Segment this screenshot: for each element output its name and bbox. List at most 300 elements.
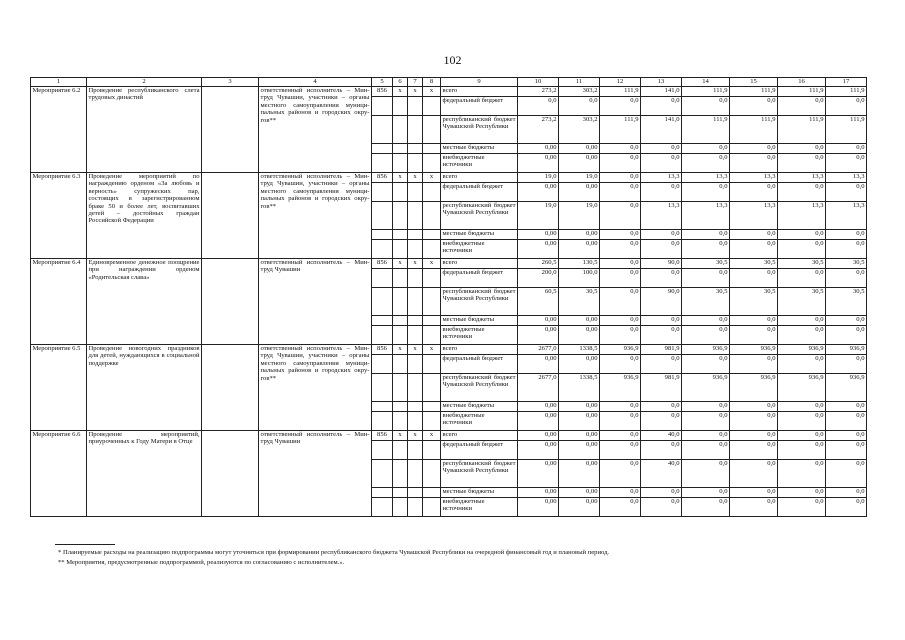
- amount-cell: 0,0: [730, 326, 778, 345]
- funding-source: всего: [441, 87, 518, 97]
- amount-cell: 0,0: [730, 431, 778, 441]
- footnote-rule: [55, 544, 115, 545]
- amount-cell: 0,0: [730, 498, 778, 517]
- amount-cell: 111,9: [682, 116, 730, 144]
- page-number: 102: [443, 53, 462, 67]
- budget-x1: x: [393, 431, 408, 441]
- budget-code: [372, 498, 393, 517]
- budget-x1: [393, 316, 408, 326]
- budget-code: [372, 269, 393, 288]
- budget-x2: [408, 144, 423, 154]
- measure-col3: [202, 173, 259, 259]
- amount-cell: 111,9: [730, 87, 778, 97]
- amount-cell: 19,0: [559, 173, 600, 183]
- amount-cell: 0,0: [682, 355, 730, 374]
- amount-cell: 111,9: [826, 87, 867, 97]
- amount-cell: 0,0: [600, 97, 641, 116]
- amount-cell: 0,0: [600, 202, 641, 230]
- amount-cell: 0,0: [778, 240, 826, 259]
- amount-cell: 936,9: [682, 345, 730, 355]
- amount-cell: 0,0: [778, 326, 826, 345]
- amount-cell: 19,0: [518, 202, 559, 230]
- budget-x1: [393, 240, 408, 259]
- amount-cell: 0,0: [641, 412, 682, 431]
- amount-cell: 0,0: [600, 259, 641, 269]
- budget-x1: [393, 488, 408, 498]
- amount-cell: 0,0: [778, 355, 826, 374]
- amount-cell: 0,0: [600, 230, 641, 240]
- amount-cell: 0,0: [826, 183, 867, 202]
- amount-cell: 0,0: [730, 240, 778, 259]
- funding-source: внебюджетные источники: [441, 240, 518, 259]
- amount-cell: 0,0: [826, 269, 867, 288]
- budget-x1: [393, 460, 408, 488]
- footnote-1: * Планируемые расходы на реализацию подпрограммы могут уточняться при формировании республиканского бюджета Чувашской Республики на очередной финансовый год и плановый период.: [58, 549, 610, 556]
- amount-cell: 0,0: [778, 144, 826, 154]
- amount-cell: 0,0: [641, 316, 682, 326]
- amount-cell: 0,0: [730, 355, 778, 374]
- measure-col3: [202, 431, 259, 517]
- amount-cell: 0,0: [682, 230, 730, 240]
- budget-x3: [423, 202, 441, 230]
- amount-cell: 936,9: [730, 345, 778, 355]
- amount-cell: 0,0: [826, 355, 867, 374]
- amount-cell: 936,9: [600, 374, 641, 402]
- amount-cell: 273,2: [518, 87, 559, 97]
- table-row: [31, 87, 867, 97]
- funding-source: внебюджетные источники: [441, 412, 518, 431]
- amount-cell: 0,0: [730, 144, 778, 154]
- amount-cell: 0,0: [826, 154, 867, 173]
- amount-cell: 200,0: [518, 269, 559, 288]
- column-number-cell: 5: [372, 78, 393, 87]
- amount-cell: 0,0: [600, 402, 641, 412]
- amount-cell: 0,0: [600, 173, 641, 183]
- budget-code: [372, 374, 393, 402]
- amount-cell: 936,9: [778, 345, 826, 355]
- amount-cell: 0,0: [641, 230, 682, 240]
- amount-cell: 0,0: [641, 269, 682, 288]
- amount-cell: 13,3: [730, 173, 778, 183]
- amount-cell: 0,0: [682, 431, 730, 441]
- amount-cell: 0,0: [682, 183, 730, 202]
- amount-cell: 0,00: [559, 144, 600, 154]
- column-number-cell: 14: [682, 78, 730, 87]
- amount-cell: 111,9: [778, 116, 826, 144]
- amount-cell: 0,0: [778, 460, 826, 488]
- amount-cell: 0,0: [682, 316, 730, 326]
- amount-cell: 981,9: [641, 374, 682, 402]
- budget-x1: [393, 498, 408, 517]
- budget-code: [372, 460, 393, 488]
- budget-x2: [408, 288, 423, 316]
- amount-cell: 0,00: [559, 412, 600, 431]
- budget-x1: [393, 374, 408, 402]
- budget-x2: [408, 498, 423, 517]
- funding-source: местные бюджеты: [441, 316, 518, 326]
- amount-cell: 0,0: [518, 97, 559, 116]
- amount-cell: 0,00: [559, 488, 600, 498]
- budget-x1: [393, 144, 408, 154]
- budget-code: [372, 316, 393, 326]
- measure-name: Проведение мероприятий, приуроченных к Году Матери в Отце: [87, 431, 202, 517]
- budget-x2: [408, 488, 423, 498]
- amount-cell: 0,0: [778, 402, 826, 412]
- amount-cell: 0,0: [682, 498, 730, 517]
- amount-cell: 0,0: [641, 144, 682, 154]
- budget-x2: x: [408, 345, 423, 355]
- amount-cell: 0,00: [518, 230, 559, 240]
- amount-cell: 0,0: [826, 316, 867, 326]
- amount-cell: 0,00: [518, 402, 559, 412]
- budget-x2: [408, 116, 423, 144]
- amount-cell: 0,0: [778, 441, 826, 460]
- budget-code: [372, 326, 393, 345]
- amount-cell: 0,0: [641, 498, 682, 517]
- amount-cell: 0,0: [641, 154, 682, 173]
- amount-cell: 260,5: [518, 259, 559, 269]
- measure-name: Проведение республиканского слета трудовых династий: [87, 87, 202, 173]
- budget-code: [372, 183, 393, 202]
- amount-cell: 0,0: [826, 97, 867, 116]
- amount-cell: 0,0: [641, 355, 682, 374]
- column-number-cell: 12: [600, 78, 641, 87]
- amount-cell: 13,3: [682, 202, 730, 230]
- budget-code: [372, 202, 393, 230]
- amount-cell: 13,3: [778, 173, 826, 183]
- amount-cell: 30,5: [559, 288, 600, 316]
- amount-cell: 0,0: [826, 488, 867, 498]
- amount-cell: 0,0: [826, 441, 867, 460]
- table-row: [31, 345, 867, 355]
- budget-x3: [423, 498, 441, 517]
- budget-code: 856: [372, 173, 393, 183]
- budget-x1: x: [393, 173, 408, 183]
- funding-source: местные бюджеты: [441, 402, 518, 412]
- amount-cell: 0,0: [730, 488, 778, 498]
- budget-x1: [393, 402, 408, 412]
- measure-executor: ответственный исполнитель – Минтруд Чувашии: [259, 431, 372, 517]
- amount-cell: 0,0: [600, 154, 641, 173]
- amount-cell: 0,00: [559, 240, 600, 259]
- amount-cell: 13,3: [826, 173, 867, 183]
- measure-executor: ответственный исполнитель – Минтруд Чувашии, участники – органы местного самоуправления муниципальных районов и городских округов**: [259, 345, 372, 431]
- amount-cell: 0,0: [730, 441, 778, 460]
- amount-cell: 2677,0: [518, 374, 559, 402]
- amount-cell: 0,0: [730, 412, 778, 431]
- budget-x3: [423, 488, 441, 498]
- budget-x1: [393, 116, 408, 144]
- budget-code: [372, 402, 393, 412]
- budget-x2: [408, 326, 423, 345]
- budget-x3: [423, 316, 441, 326]
- funding-source: республиканский бюджет Чувашской Республики: [441, 116, 518, 144]
- budget-x3: [423, 240, 441, 259]
- amount-cell: 0,00: [518, 240, 559, 259]
- amount-cell: 30,5: [682, 288, 730, 316]
- amount-cell: 0,00: [518, 488, 559, 498]
- budget-code: [372, 355, 393, 374]
- amount-cell: 0,0: [730, 97, 778, 116]
- amount-cell: 0,00: [559, 498, 600, 517]
- amount-cell: 111,9: [600, 87, 641, 97]
- amount-cell: 936,9: [682, 374, 730, 402]
- amount-cell: 0,00: [518, 154, 559, 173]
- amount-cell: 936,9: [778, 374, 826, 402]
- amount-cell: 0,0: [778, 488, 826, 498]
- amount-cell: 30,5: [682, 259, 730, 269]
- budget-x2: [408, 355, 423, 374]
- amount-cell: 0,0: [682, 154, 730, 173]
- amount-cell: 60,5: [518, 288, 559, 316]
- amount-cell: 40,0: [641, 460, 682, 488]
- funding-source: всего: [441, 259, 518, 269]
- amount-cell: 30,5: [778, 288, 826, 316]
- amount-cell: 936,9: [600, 345, 641, 355]
- budget-x3: [423, 460, 441, 488]
- budget-code: [372, 154, 393, 173]
- budget-x1: x: [393, 259, 408, 269]
- amount-cell: 0,0: [600, 183, 641, 202]
- amount-cell: 0,0: [600, 460, 641, 488]
- budget-x2: x: [408, 259, 423, 269]
- column-number-cell: 16: [778, 78, 826, 87]
- budget-x3: [423, 326, 441, 345]
- budget-code: [372, 488, 393, 498]
- amount-cell: 90,0: [641, 259, 682, 269]
- funding-source: местные бюджеты: [441, 230, 518, 240]
- budget-x2: [408, 441, 423, 460]
- budget-code: [372, 116, 393, 144]
- budget-x2: x: [408, 173, 423, 183]
- budget-x3: x: [423, 431, 441, 441]
- funding-source: внебюджетные источники: [441, 498, 518, 517]
- amount-cell: 0,00: [518, 460, 559, 488]
- measure-col3: [202, 345, 259, 431]
- amount-cell: 13,3: [778, 202, 826, 230]
- budget-x1: [393, 269, 408, 288]
- column-number-cell: 13: [641, 78, 682, 87]
- amount-cell: 0,0: [826, 402, 867, 412]
- amount-cell: 0,0: [778, 498, 826, 517]
- column-number-cell: 17: [826, 78, 867, 87]
- measure-name: Проведение новогодних праздников для детей, нуждающихся в социальной поддержке: [87, 345, 202, 431]
- budget-code: [372, 288, 393, 316]
- budget-x3: [423, 412, 441, 431]
- amount-cell: 0,0: [600, 144, 641, 154]
- amount-cell: 0,0: [826, 230, 867, 240]
- amount-cell: 13,3: [641, 173, 682, 183]
- amount-cell: 0,0: [730, 316, 778, 326]
- amount-cell: 936,9: [730, 374, 778, 402]
- amount-cell: 0,0: [826, 431, 867, 441]
- column-number-cell: 3: [202, 78, 259, 87]
- funding-source: федеральный бюджет: [441, 441, 518, 460]
- amount-cell: 303,2: [559, 87, 600, 97]
- funding-source: республиканский бюджет Чувашской Республики: [441, 374, 518, 402]
- amount-cell: 111,9: [730, 116, 778, 144]
- column-number-cell: 2: [87, 78, 202, 87]
- amount-cell: 0,0: [778, 431, 826, 441]
- amount-cell: 0,00: [559, 431, 600, 441]
- amount-cell: 0,0: [641, 488, 682, 498]
- budget-x1: x: [393, 87, 408, 97]
- amount-cell: 0,0: [682, 412, 730, 431]
- amount-cell: 90,0: [641, 288, 682, 316]
- funding-source: федеральный бюджет: [441, 183, 518, 202]
- amount-cell: 0,0: [682, 488, 730, 498]
- amount-cell: 0,00: [559, 326, 600, 345]
- amount-cell: 0,0: [682, 144, 730, 154]
- measure-executor: ответственный исполнитель – Минтруд Чувашии: [259, 259, 372, 345]
- budget-table: [30, 77, 867, 517]
- amount-cell: 0,0: [641, 97, 682, 116]
- amount-cell: 0,0: [600, 498, 641, 517]
- budget-x2: [408, 374, 423, 402]
- budget-x2: [408, 240, 423, 259]
- budget-x3: [423, 97, 441, 116]
- amount-cell: 0,0: [600, 240, 641, 259]
- amount-cell: 111,9: [778, 87, 826, 97]
- budget-x2: [408, 269, 423, 288]
- amount-cell: 0,0: [730, 269, 778, 288]
- column-number-cell: 6: [393, 78, 408, 87]
- amount-cell: 0,0: [778, 97, 826, 116]
- funding-source: внебюджетные источники: [441, 326, 518, 345]
- amount-cell: 0,0: [600, 355, 641, 374]
- column-number-cell: 1: [31, 78, 87, 87]
- amount-cell: 0,00: [518, 498, 559, 517]
- amount-cell: 0,00: [518, 183, 559, 202]
- funding-source: внебюджетные источники: [441, 154, 518, 173]
- amount-cell: 30,5: [826, 288, 867, 316]
- budget-code: [372, 97, 393, 116]
- amount-cell: 0,0: [682, 240, 730, 259]
- budget-x3: [423, 288, 441, 316]
- funding-source: федеральный бюджет: [441, 97, 518, 116]
- amount-cell: 0,00: [518, 412, 559, 431]
- measure-col3: [202, 87, 259, 173]
- budget-code: 856: [372, 87, 393, 97]
- budget-x2: [408, 316, 423, 326]
- amount-cell: 0,0: [826, 412, 867, 431]
- budget-code: [372, 441, 393, 460]
- budget-x1: [393, 355, 408, 374]
- amount-cell: 0,0: [730, 154, 778, 173]
- budget-x3: [423, 441, 441, 460]
- amount-cell: 0,0: [730, 183, 778, 202]
- funding-source: всего: [441, 173, 518, 183]
- funding-source: республиканский бюджет Чувашской Республики: [441, 288, 518, 316]
- amount-cell: 2677,0: [518, 345, 559, 355]
- funding-source: федеральный бюджет: [441, 355, 518, 374]
- amount-cell: 0,00: [518, 431, 559, 441]
- budget-code: [372, 230, 393, 240]
- amount-cell: 0,00: [559, 230, 600, 240]
- amount-cell: 0,0: [682, 460, 730, 488]
- amount-cell: 0,0: [778, 412, 826, 431]
- amount-cell: 0,0: [600, 269, 641, 288]
- amount-cell: 1338,5: [559, 374, 600, 402]
- amount-cell: 0,0: [826, 460, 867, 488]
- budget-code: [372, 240, 393, 259]
- amount-cell: 303,2: [559, 116, 600, 144]
- amount-cell: 0,0: [730, 230, 778, 240]
- column-number-cell: 8: [423, 78, 441, 87]
- amount-cell: 130,5: [559, 259, 600, 269]
- measure-id: Мероприятие 6.3: [31, 173, 87, 259]
- amount-cell: 1338,5: [559, 345, 600, 355]
- funding-source: республиканский бюджет Чувашской Республики: [441, 460, 518, 488]
- amount-cell: 100,0: [559, 269, 600, 288]
- amount-cell: 0,00: [518, 355, 559, 374]
- funding-source: всего: [441, 431, 518, 441]
- budget-x2: x: [408, 431, 423, 441]
- budget-x3: x: [423, 87, 441, 97]
- measure-executor: ответственный исполнитель – Минтруд Чувашии, участники – органы местного самоуправления муниципальных районов и городских округов**: [259, 173, 372, 259]
- amount-cell: 0,0: [778, 154, 826, 173]
- amount-cell: 0,0: [641, 441, 682, 460]
- amount-cell: 19,0: [518, 173, 559, 183]
- budget-code: [372, 412, 393, 431]
- budget-x2: [408, 402, 423, 412]
- amount-cell: 0,00: [559, 154, 600, 173]
- footnotes: [58, 548, 858, 568]
- amount-cell: 0,0: [600, 412, 641, 431]
- budget-x3: [423, 183, 441, 202]
- funding-source: местные бюджеты: [441, 488, 518, 498]
- column-number-cell: 7: [408, 78, 423, 87]
- measure-name: Единовременное денежное поощрение при награждении орденом «Родительская слава»: [87, 259, 202, 345]
- amount-cell: 0,0: [600, 441, 641, 460]
- amount-cell: 0,00: [518, 326, 559, 345]
- budget-x2: [408, 154, 423, 173]
- amount-cell: 0,0: [641, 402, 682, 412]
- amount-cell: 981,9: [641, 345, 682, 355]
- amount-cell: 13,3: [826, 202, 867, 230]
- budget-x3: [423, 230, 441, 240]
- amount-cell: 0,0: [600, 316, 641, 326]
- amount-cell: 0,00: [518, 441, 559, 460]
- budget-x2: [408, 183, 423, 202]
- amount-cell: 0,0: [682, 326, 730, 345]
- budget-x3: [423, 374, 441, 402]
- footnote-2: ** Мероприятия, предусмотренные подпрограммой, реализуются по согласованию с исполнителем.».: [58, 558, 345, 566]
- budget-x1: [393, 441, 408, 460]
- budget-x1: [393, 183, 408, 202]
- amount-cell: 0,0: [826, 498, 867, 517]
- funding-source: местные бюджеты: [441, 144, 518, 154]
- measure-name: Проведение мероприятий по награждению орденом «За любовь и верность» супружеских пар, состоящих в зарегистрированном браке 50 и более лет, воспитавших детей – достойных граждан Российской Федерации: [87, 173, 202, 259]
- measure-id: Мероприятие 6.6: [31, 431, 87, 517]
- amount-cell: 0,0: [682, 402, 730, 412]
- amount-cell: 0,0: [826, 326, 867, 345]
- amount-cell: 0,0: [600, 326, 641, 345]
- amount-cell: 13,3: [682, 173, 730, 183]
- amount-cell: 0,0: [730, 402, 778, 412]
- budget-code: 856: [372, 345, 393, 355]
- budget-x3: x: [423, 345, 441, 355]
- measure-id: Мероприятие 6.5: [31, 345, 87, 431]
- budget-code: 856: [372, 431, 393, 441]
- amount-cell: 13,3: [641, 202, 682, 230]
- budget-x1: [393, 288, 408, 316]
- budget-x1: [393, 326, 408, 345]
- budget-x3: [423, 402, 441, 412]
- budget-x1: [393, 154, 408, 173]
- budget-x3: x: [423, 259, 441, 269]
- amount-cell: 0,0: [641, 326, 682, 345]
